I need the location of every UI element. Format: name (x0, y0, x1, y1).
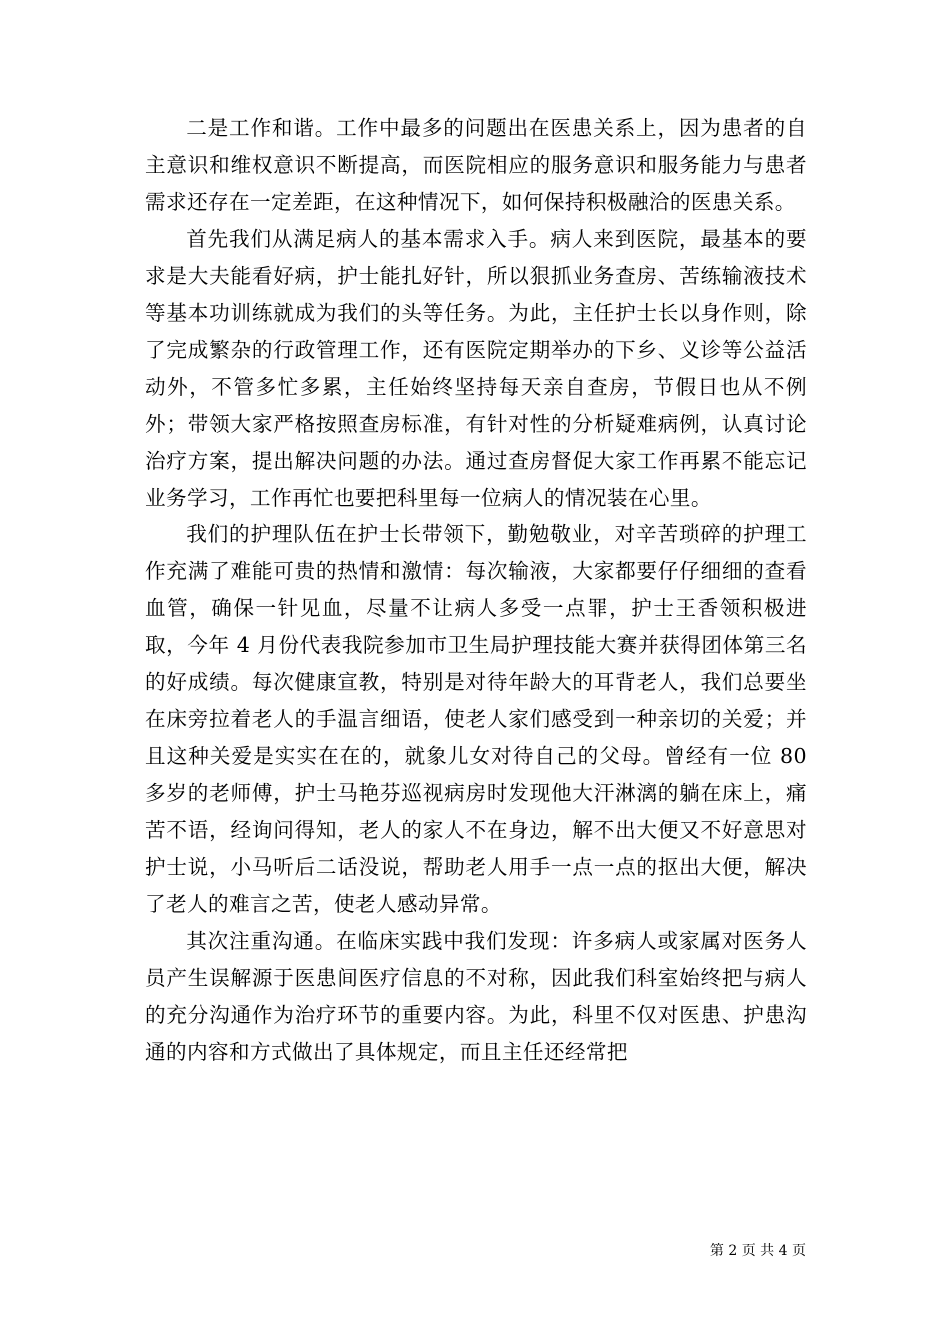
document-body (145, 110, 807, 1071)
paragraph-work-harmony: 二是工作和谐。工作中最多的问题出在医患关系上，因为患者的自主意识和维权意识不断提高，而医院相应的服务意识和服务能力与患者需求还存在一定差距，在这种情况下，如何保持积极融洽的医患关系。 (145, 116, 807, 214)
paragraph-nursing-team: 我们的护理队伍在护士长带领下，勤勉敬业，对辛苦琐碎的护理工作充满了难能可贵的热情和激情：每次输液，大家都要仔仔细细的查看血管，确保一针见血，尽量不让病人多受一点罪，护士王香领积极进取，今年 4 月份代表我院参加市卫生局护理技能大赛并获得团体第三名的好成绩。每次健康宣教，特别是对待年龄大的耳背老人，我们总要坐在床旁拉着老人的手温言细语，使老人家们感受到一种亲切的关爱；并且这种关爱是实实在在的，就象儿女对待自己的父母。曾经有一位 80 多岁的老师傅，护士马艳芬巡视病房时发现他大汗淋漓的躺在床上，痛苦不语，经询问得知，老人的家人不在身边，解不出大便又不好意思对护士说，小马听后二话没说，帮助老人用手一点一点的抠出大便，解决了老人的难言之苦，使老人感动异常。 (145, 522, 807, 917)
paragraph-communication: 其次注重沟通。在临床实践中我们发现：许多病人或家属对医务人员产生误解源于医患间医疗信息的不对称，因此我们科室始终把与病人的充分沟通作为治疗环节的重要内容。为此，科里不仅对医患、护患沟通的内容和方式做出了具体规定，而且主任还经常把 (145, 928, 807, 1064)
paragraph-basic-needs: 首先我们从满足病人的基本需求入手。病人来到医院，最基本的要求是大夫能看好病，护士能扎好针，所以狠抓业务查房、苦练输液技术等基本功训练就成为我们的头等任务。为此，主任护士长以身作则，除了完成繁杂的行政管理工作，还有医院定期举办的下乡、义诊等公益活动外，不管多忙多累，主任始终坚持每天亲自查房，节假日也从不例外；带领大家严格按照查房标准，有针对性的分析疑难病例，认真讨论治疗方案，提出解决问题的办法。通过查房督促大家工作再累不能忘记业务学习，工作再忙也要把科里每一位病人的情况装在心里。 (145, 226, 807, 510)
page-number-footer: 第 2 页 共 4 页 (709, 1243, 806, 1259)
